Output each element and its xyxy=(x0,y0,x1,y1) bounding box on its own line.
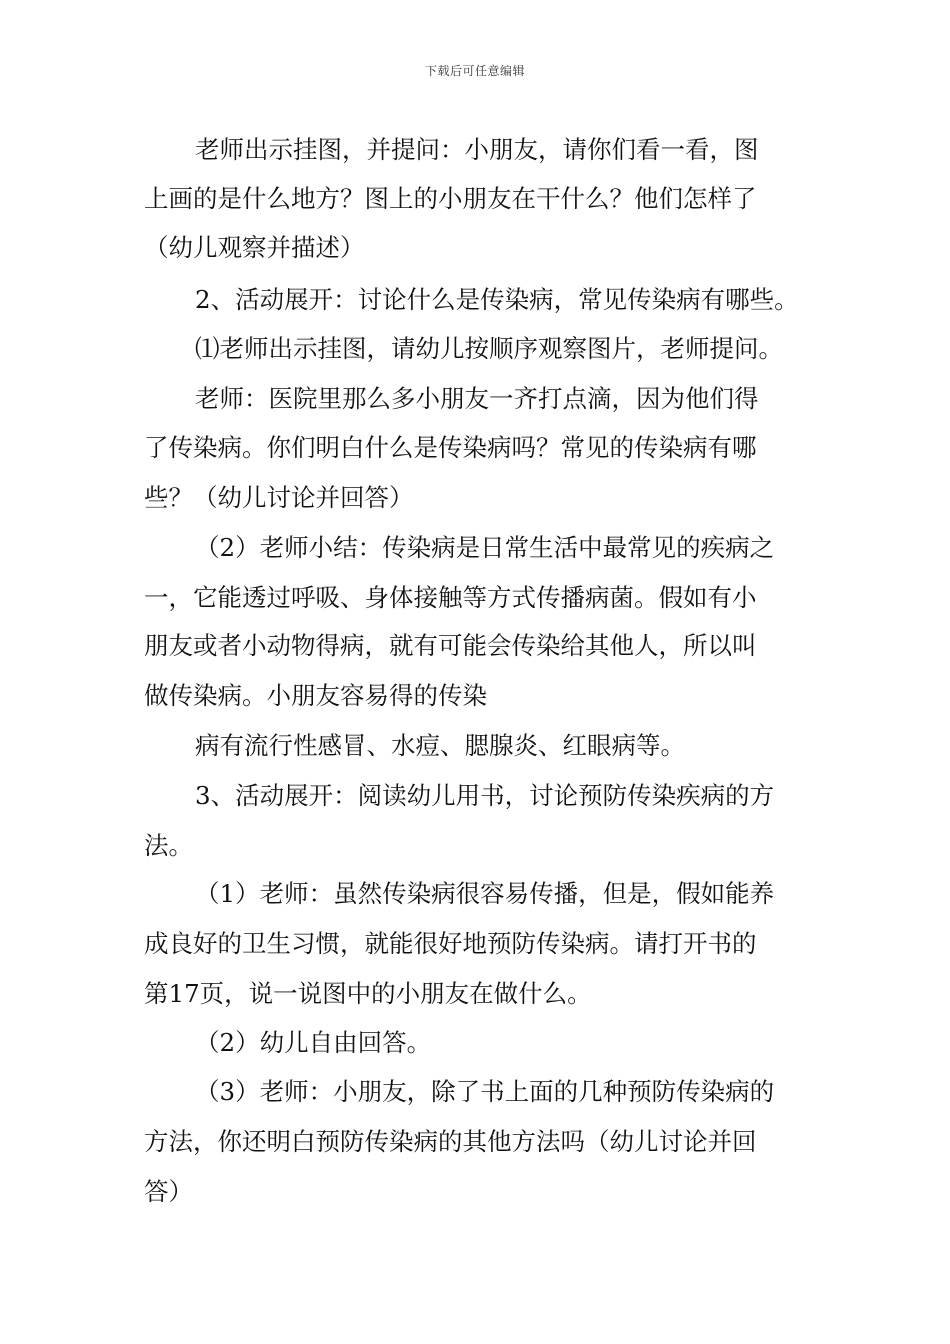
text-line: 朋友或者小动物得病，就有可能会传染给其他人，所以叫 xyxy=(144,631,757,660)
text-line: 做传染病。小朋友容易得的传染 xyxy=(144,681,487,710)
text-line: 上画的是什么地方？图上的小朋友在干什么？他们怎样了 xyxy=(144,184,757,213)
text-line: 方法，你还明白预防传染病的其他方法吗（幼儿讨论并回 xyxy=(144,1127,757,1156)
text-line: 病有流行性感冒、水痘、腮腺炎、红眼病等。 xyxy=(195,731,685,760)
text-line: 答） xyxy=(144,1177,193,1206)
text-line: 3、活动展开：阅读幼儿用书，讨论预防传染疾病的方 xyxy=(195,781,775,810)
text-line: 2、活动展开：讨论什么是传染病，常见传染病有哪些。 xyxy=(195,285,799,314)
text-line: （3）老师：小朋友，除了书上面的几种预防传染病的 xyxy=(195,1077,775,1106)
text-line: 了传染病。你们明白什么是传染病吗？常见的传染病有哪 xyxy=(144,433,757,462)
page-header: 下载后可任意编辑 xyxy=(424,64,525,78)
text-line: ⑴老师出示挂图，请幼儿按顺序观察图片，老师提问。 xyxy=(195,334,783,363)
text-line: 一，它能透过呼吸、身体接触等方式传播病菌。假如有小 xyxy=(144,583,757,612)
text-line: 些？（幼儿讨论并回答） xyxy=(144,483,414,512)
text-line: 第17页，说一说图中的小朋友在做什么。 xyxy=(144,979,592,1008)
text-line: 法。 xyxy=(144,831,193,860)
text-line: （2）老师小结：传染病是日常生活中最常见的疾病之 xyxy=(195,533,775,562)
text-line: 老师：医院里那么多小朋友一齐打点滴，因为他们得 xyxy=(195,384,759,413)
text-line: （1）老师：虽然传染病很容易传播，但是，假如能养 xyxy=(195,879,775,908)
text-line: 老师出示挂图，并提问：小朋友，请你们看一看，图 xyxy=(195,135,759,164)
text-line: （幼儿观察并描述） xyxy=(144,233,365,262)
text-line: （2）幼儿自由回答。 xyxy=(195,1028,432,1057)
text-line: 成良好的卫生习惯，就能很好地预防传染病。请打开书的 xyxy=(144,929,757,958)
